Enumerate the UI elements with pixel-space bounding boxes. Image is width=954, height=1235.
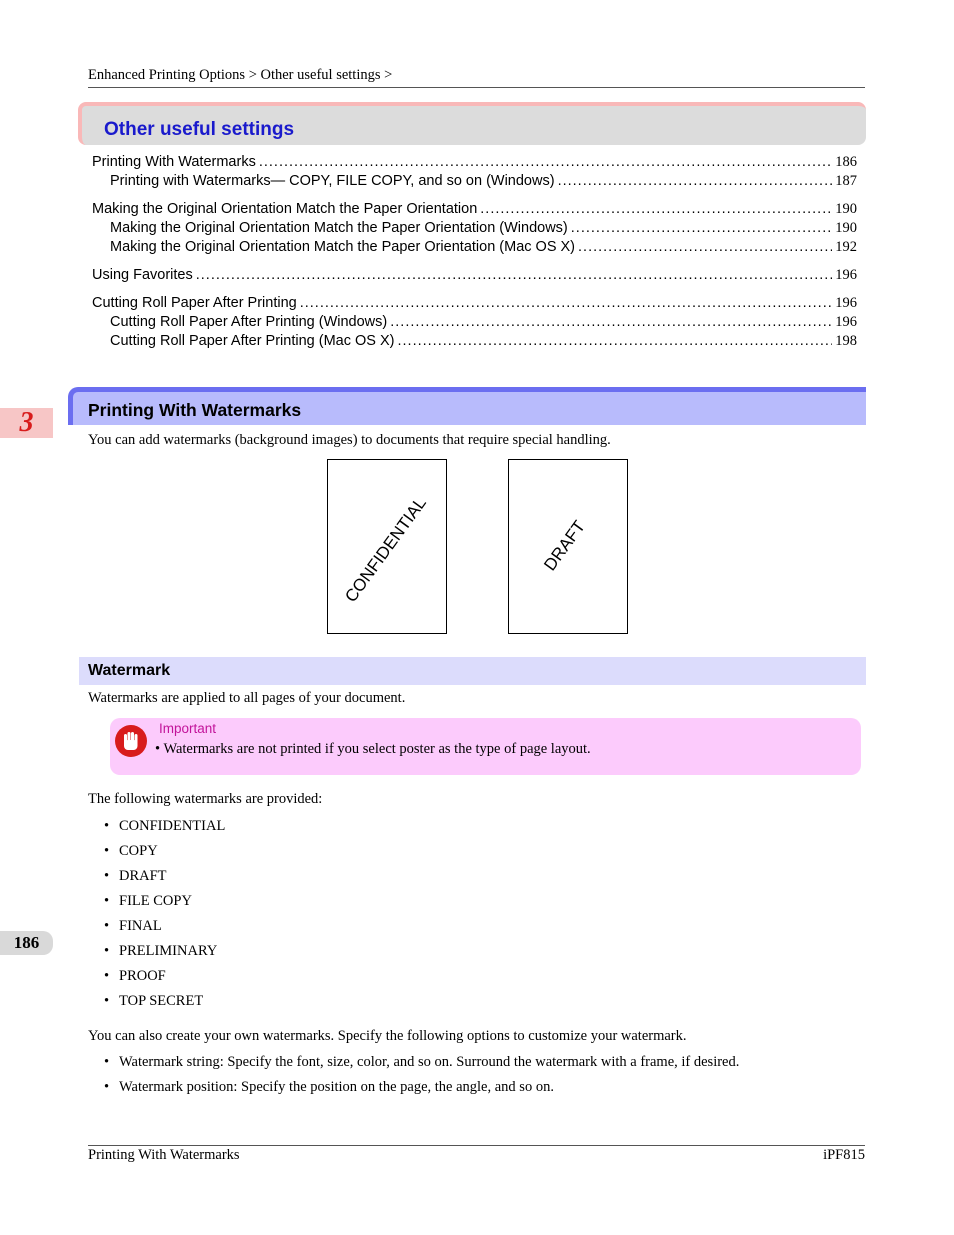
toc-entry[interactable]	[110, 173, 857, 192]
toc-entry-page: 190	[835, 201, 857, 217]
list-item: • COPY	[104, 843, 158, 860]
toc-entry-title: Printing With Watermarks	[92, 154, 256, 170]
list-item: • PRELIMINARY	[104, 943, 217, 960]
important-note	[110, 718, 861, 775]
watermark-sample-draft	[508, 459, 628, 634]
toc-entry[interactable]	[92, 201, 857, 220]
list-item: • FILE COPY	[104, 893, 192, 910]
toc-entry[interactable]	[92, 295, 857, 314]
list-item: • Watermark position: Specify the position on the page, the angle, and so on.	[104, 1079, 554, 1096]
toc-entry-page: 196	[835, 267, 857, 283]
watermark-sample-confidential	[327, 459, 447, 634]
chapter-tab: 3	[0, 408, 53, 438]
toc-entry-title: Using Favorites	[92, 267, 193, 283]
toc-entry-page: 187	[835, 173, 857, 189]
watermark-sample-text: DRAFT	[540, 517, 589, 575]
watermark-paragraph: Watermarks are applied to all pages of your document.	[88, 690, 406, 706]
list-item: • FINAL	[104, 918, 162, 935]
toc-entry-title: Printing with Watermarks— COPY, FILE COPY, and so on (Windows)	[110, 173, 555, 189]
toc-entry[interactable]	[92, 267, 857, 286]
toc-entry-page: 196	[835, 314, 857, 330]
toc-entry-page: 186	[835, 154, 857, 170]
list-item: • TOP SECRET	[104, 993, 203, 1010]
header-divider	[88, 87, 865, 88]
page-number-tab: 186	[0, 931, 53, 955]
subheading-title: Watermark	[88, 662, 171, 679]
heading-banner	[68, 387, 866, 425]
toc-entry[interactable]	[110, 314, 857, 333]
important-label: Important	[159, 721, 217, 736]
toc-entry[interactable]	[110, 333, 857, 352]
footer-model-name: iPF815	[823, 1147, 865, 1163]
toc-entry-title: Cutting Roll Paper After Printing (Windows)	[110, 314, 388, 330]
toc-entry[interactable]	[110, 220, 857, 239]
list-item: • Watermark string: Specify the font, size, color, and so on. Surround the watermark with a frame, if desired.	[104, 1054, 739, 1071]
footer-section-title: Printing With Watermarks	[88, 1147, 240, 1163]
toc-entry-page: 196	[835, 295, 857, 311]
list-item: • PROOF	[104, 968, 166, 985]
toc-entry-page: 190	[835, 220, 857, 236]
footer-divider	[88, 1145, 865, 1146]
watermark-sample-text: CONFIDENTIAL	[341, 493, 430, 606]
section-banner	[78, 102, 866, 145]
toc-entry[interactable]	[110, 239, 857, 258]
provided-intro: The following watermarks are provided:	[88, 791, 323, 807]
custom-intro: You can also create your own watermarks. Specify the following options to customize your watermark.	[88, 1028, 687, 1044]
toc-entry-title: Making the Original Orientation Match the Paper Orientation (Mac OS X)	[110, 239, 576, 255]
breadcrumb: Enhanced Printing Options > Other useful settings >	[88, 67, 393, 83]
toc-entry-title: Cutting Roll Paper After Printing (Mac OS X)	[110, 333, 395, 349]
toc-entry[interactable]	[92, 154, 857, 173]
toc-entry-title: Making the Original Orientation Match the Paper Orientation (Windows)	[110, 220, 568, 236]
subheading-banner	[79, 657, 866, 685]
heading-title: Printing With Watermarks	[88, 400, 302, 420]
intro-paragraph: You can add watermarks (background images) to documents that require special handling.	[88, 432, 611, 448]
list-item: • DRAFT	[104, 868, 167, 885]
stop-hand-icon	[115, 725, 147, 757]
important-text: • Watermarks are not printed if you select poster as the type of page layout.	[155, 741, 591, 757]
toc-entry-page: 192	[835, 239, 857, 255]
list-item: • CONFIDENTIAL	[104, 818, 225, 835]
section-title: Other useful settings	[104, 119, 295, 140]
toc-entry-page: 198	[835, 333, 857, 349]
toc-entry-title: Cutting Roll Paper After Printing	[92, 295, 297, 311]
toc-entry-title: Making the Original Orientation Match the Paper Orientation	[92, 201, 478, 217]
